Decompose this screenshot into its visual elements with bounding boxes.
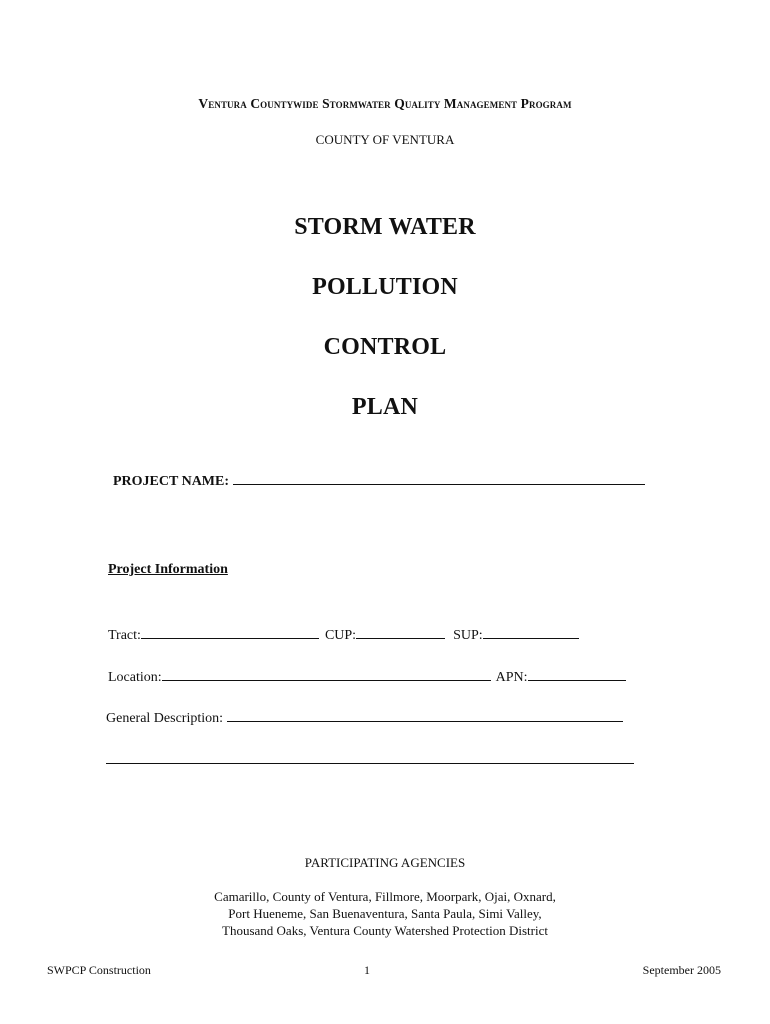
agencies-line-3: Thousand Oaks, Ventura County Watershed Protection District	[222, 923, 548, 938]
general-description-row	[106, 707, 623, 727]
cup-blank[interactable]	[356, 624, 445, 639]
location-apn-row	[108, 666, 626, 686]
project-information-heading: Project Information	[108, 562, 228, 577]
sup-blank[interactable]	[483, 624, 579, 639]
participating-agencies-list	[0, 888, 770, 939]
tract-label: Tract:	[108, 628, 141, 643]
tract-cup-sup-row	[108, 624, 579, 644]
project-name-label: PROJECT NAME:	[113, 474, 230, 489]
sup-label: SUP:	[453, 628, 483, 643]
county-name: COUNTY OF VENTURA	[315, 132, 455, 147]
apn-label: APN:	[495, 670, 528, 685]
location-label: Location:	[108, 670, 162, 685]
document-title-line-1: STORM WATER	[294, 214, 476, 240]
project-name-blank[interactable]	[233, 470, 645, 485]
footer-page-number: 1	[364, 963, 370, 977]
document-title-line-3: CONTROL	[323, 334, 447, 360]
program-title: Ventura Countywide Stormwater Quality Management Program	[198, 96, 572, 111]
tract-blank[interactable]	[141, 624, 319, 639]
general-description-blank[interactable]	[227, 707, 623, 722]
apn-blank[interactable]	[528, 666, 626, 681]
project-name-field	[113, 470, 645, 490]
footer-date: September 2005	[642, 963, 721, 977]
document-title-line-2: POLLUTION	[312, 274, 458, 300]
location-blank[interactable]	[162, 666, 491, 681]
document-title-line-4: PLAN	[351, 394, 419, 420]
general-description-label: General Description:	[106, 711, 224, 726]
general-description-continuation-line[interactable]	[106, 763, 634, 764]
participating-agencies-heading: PARTICIPATING AGENCIES	[304, 855, 466, 870]
agencies-line-2: Port Hueneme, San Buenaventura, Santa Paula, Simi Valley,	[228, 906, 542, 921]
agencies-line-1: Camarillo, County of Ventura, Fillmore, Moorpark, Ojai, Oxnard,	[214, 889, 556, 904]
cup-label: CUP:	[324, 628, 357, 643]
footer-document-name: SWPCP Construction	[47, 963, 151, 977]
